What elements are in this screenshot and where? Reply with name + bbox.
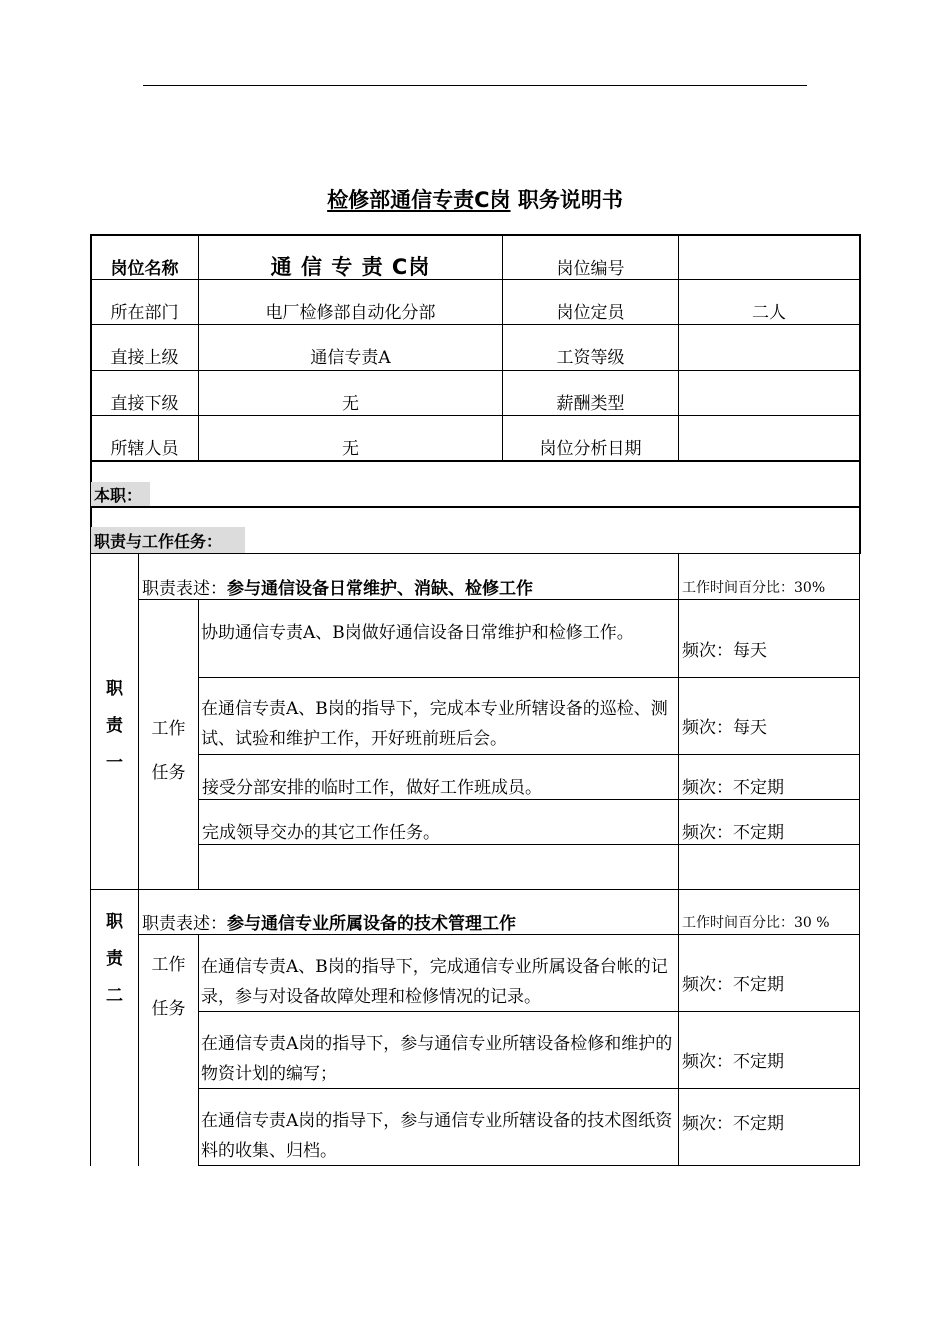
section-benzhi: 本职： xyxy=(91,482,150,506)
section-duties-header: 职责与工作任务： xyxy=(91,527,245,553)
duty2-task-3-freq: 频次：不定期 xyxy=(682,1113,784,1134)
duty1-task-1-freq: 频次：每天 xyxy=(682,640,767,661)
duty1-task-2: 在通信专责A、B岗的指导下，完成本专业所辖设备的巡检、测试、试验和维护工作，开好班前班后会。 xyxy=(201,699,668,749)
duty1-task-label-line: 任务 xyxy=(151,763,186,783)
info-value-position-name: 通 信 专 责 C岗 xyxy=(270,255,431,279)
duty2-task-2: 在通信专责A岗的指导下，参与通信专业所辖设备检修和维护的物资计划的编写； xyxy=(201,1034,673,1084)
duty1-label-char: 一 xyxy=(106,752,123,773)
duty1-task-5-freq xyxy=(679,850,859,886)
info-label-analysis-date: 岗位分析日期 xyxy=(539,438,642,459)
info-label-position-code: 岗位编号 xyxy=(556,258,625,279)
info-value-position-code xyxy=(679,246,859,286)
duty1-label-char: 责 xyxy=(106,715,123,736)
info-label-position-name: 岗位名称 xyxy=(110,258,179,279)
header-rule xyxy=(143,85,807,86)
duty1-description xyxy=(139,568,678,604)
info-value-salary-grade xyxy=(679,335,859,375)
duty1-task-4: 完成领导交办的其它工作任务。 xyxy=(202,822,440,843)
duty2-task-1: 在通信专责A、B岗的指导下，完成通信专业所属设备台帐的记录，参与对设备故障处理和检修情况的记录。 xyxy=(201,957,668,1007)
duty1-desc-prefix: 职责表述： xyxy=(142,578,227,599)
info-value-analysis-date xyxy=(679,426,859,466)
duty1-task-5 xyxy=(199,850,678,886)
duty1-label-char: 职 xyxy=(106,678,123,699)
page-title xyxy=(0,184,950,214)
duty2-label-char: 责 xyxy=(106,948,123,969)
info-value-department: 电厂检修部自动化分部 xyxy=(265,302,436,323)
duty2-task-label-line: 工作 xyxy=(151,955,186,975)
duty2-task-3: 在通信专责A岗的指导下，参与通信专业所辖设备的技术图纸资料的收集、归档。 xyxy=(201,1111,673,1161)
info-label-superior: 直接上级 xyxy=(110,347,179,368)
duty2-task-2-freq: 频次：不定期 xyxy=(682,1051,784,1072)
duty1-task-3: 接受分部安排的临时工作，做好工作班成员。 xyxy=(202,777,542,798)
duty2-task-label-line: 任务 xyxy=(151,999,186,1019)
info-label-salary-grade: 工资等级 xyxy=(556,347,625,368)
duty1-task-4-freq: 频次：不定期 xyxy=(682,822,784,843)
info-value-subordinate: 无 xyxy=(342,393,359,414)
duty2-label xyxy=(91,903,138,1015)
duty1-task-2-freq: 频次：每天 xyxy=(682,717,767,738)
duty1-task-3-freq: 频次：不定期 xyxy=(682,777,784,798)
duty2-task-label xyxy=(139,948,198,1026)
duty1-task-label xyxy=(139,712,198,790)
info-value-superior: 通信专责A xyxy=(310,347,391,368)
duty1-time-percent: 工作时间百分比：30% xyxy=(682,580,826,596)
duty1-task-label-line: 工作 xyxy=(151,719,186,739)
duty2-time-percent: 工作时间百分比：30 % xyxy=(682,915,830,931)
duty2-desc-bold: 参与通信专业所属设备的技术管理工作 xyxy=(227,913,516,934)
duty1-task-1: 协助通信专责A、B岗做好通信设备日常维护和检修工作。 xyxy=(201,623,634,643)
info-value-pay-type xyxy=(679,381,859,421)
info-value-headcount: 二人 xyxy=(752,302,786,323)
title-underlined: 检修部通信专责C岗 xyxy=(327,188,511,212)
info-label-headcount: 岗位定员 xyxy=(556,302,625,323)
duty2-description xyxy=(139,903,678,939)
duty2-label-char: 职 xyxy=(106,911,123,932)
info-label-department: 所在部门 xyxy=(110,302,179,323)
duty2-desc-prefix: 职责表述： xyxy=(142,913,227,934)
duty2-label-char: 二 xyxy=(106,985,123,1006)
info-label-pay-type: 薪酬类型 xyxy=(556,393,625,414)
duty1-label xyxy=(91,670,138,782)
info-label-subordinate: 直接下级 xyxy=(110,393,179,414)
title-rest: 职务说明书 xyxy=(517,188,623,212)
info-label-staff: 所辖人员 xyxy=(110,438,179,459)
duty2-task-1-freq: 频次：不定期 xyxy=(682,974,784,995)
info-value-staff: 无 xyxy=(342,438,359,459)
duty1-desc-bold: 参与通信设备日常维护、消缺、检修工作 xyxy=(227,578,533,599)
